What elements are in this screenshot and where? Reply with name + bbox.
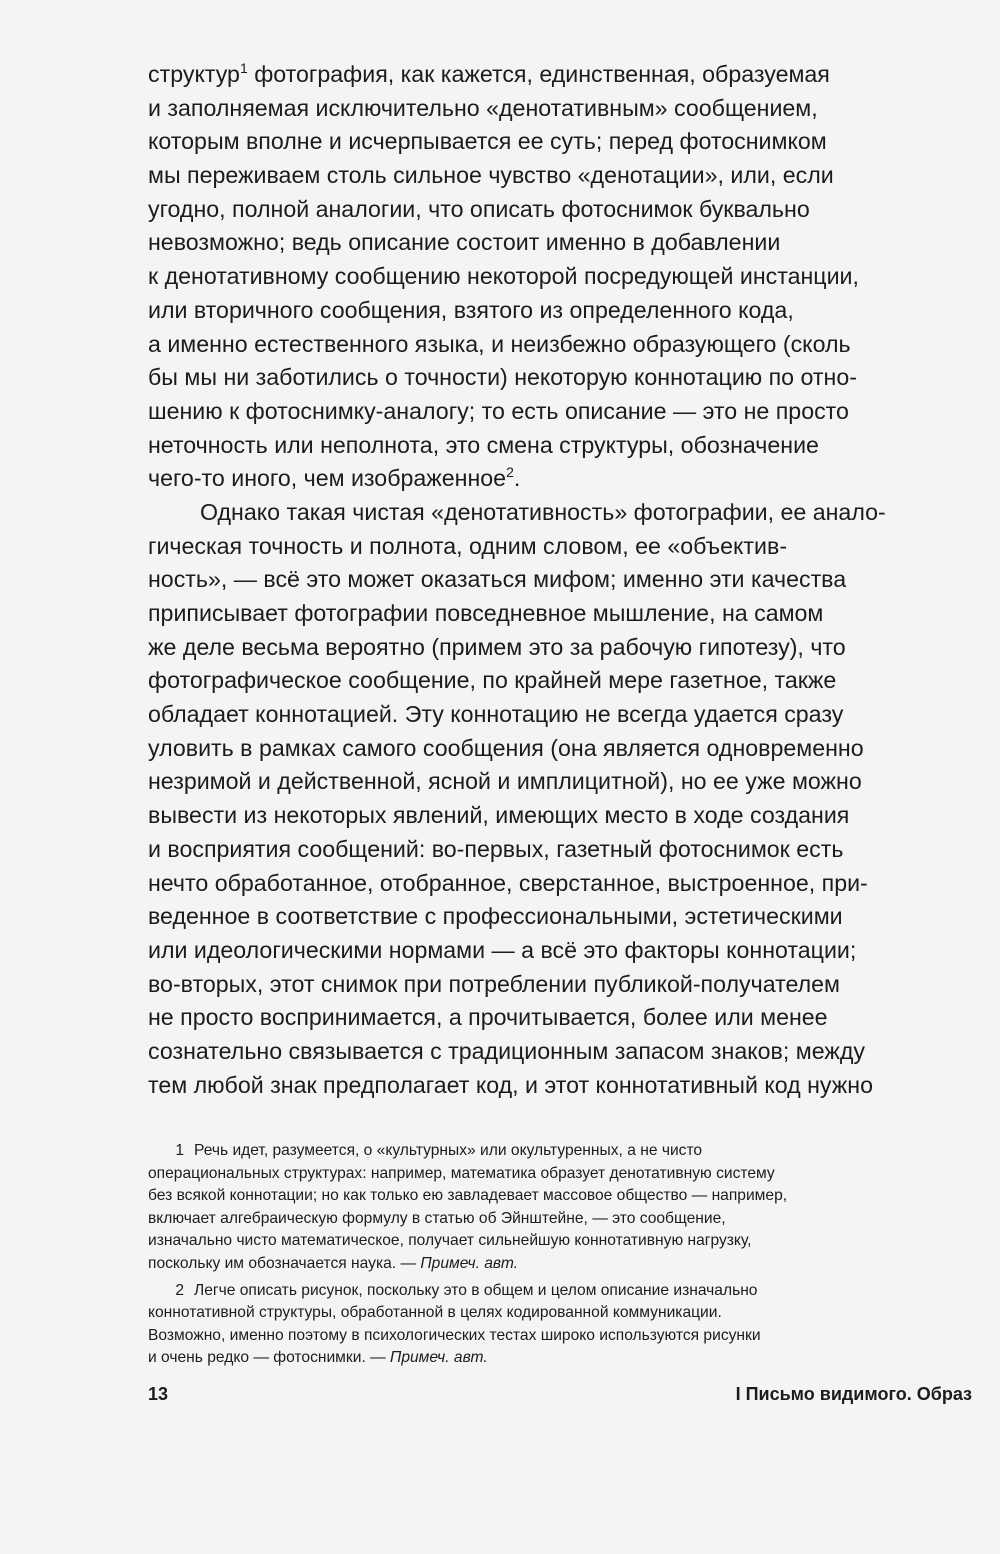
- text-line: же деле весьма вероятно (примем это за рабочую гипотезу), что: [148, 633, 846, 660]
- text-line: шению к фотоснимку-аналогу; то есть описание — это не просто: [148, 397, 849, 424]
- text-line: и заполняемая исключительно «денотативным» сообщением,: [148, 94, 818, 121]
- footnote-line: изначально чисто математическое, получает сильнейшую коннотативную нагрузку,: [148, 1232, 752, 1250]
- text-line: гическая точность и полнота, одним словом, ее «объектив-: [148, 532, 788, 559]
- text-line: уловить в рамках самого сообщения (она является одновременно: [148, 734, 864, 761]
- footnotes: [148, 1140, 973, 1370]
- text-line: чего-то иного, чем изображенное$^2$.: [148, 464, 521, 492]
- running-title: I Письмо видимого. Образ: [735, 1384, 972, 1404]
- text-line: структур$^1$ фотография, как кажется, единственная, образуемая: [148, 60, 830, 87]
- footnote-2: [148, 1280, 973, 1370]
- text-line: а именно естественного языка, и неизбежно образующего (сколь: [148, 330, 851, 357]
- text-line: приписывает фотографии повседневное мышление, на самом: [148, 600, 824, 626]
- footnote-line: включает алгебраическую формулу в статью об Эйнштейне, — это сообщение,: [148, 1209, 726, 1227]
- text-line: ность», — всё это может оказаться мифом; именно эти качества: [148, 566, 847, 593]
- footnote-line: поскольку им обозначается наука. — Примеч. авт.: [148, 1254, 519, 1272]
- text-line: угодно, полной аналогии, что описать фотоснимок буквально: [148, 195, 810, 222]
- footnote-line: Возможно, именно поэтому в психологических тестах широко используются рисунки: [148, 1326, 761, 1344]
- text-line: бы мы ни заботились о точности) некоторую коннотацию по отно-: [148, 364, 857, 391]
- text-line: незримой и действенной, ясной и имплицитной), но ее уже можно: [148, 768, 862, 795]
- footnote-ref-2[interactable]: 2: [506, 464, 514, 481]
- text-line: сознательно связывается с традиционным запасом знаков; между: [148, 1037, 865, 1064]
- text-line: мы переживаем столь сильное чувство «денотации», или, если: [148, 162, 834, 189]
- text-line: неточность или неполнота, это смена структуры, обозначение: [148, 431, 819, 458]
- footnote-ref-1[interactable]: 1: [239, 60, 248, 76]
- footnote-number: 2: [175, 1281, 184, 1299]
- text-line: и восприятия сообщений: во-первых, газетный фотоснимок есть: [148, 835, 844, 862]
- footnote-1: [148, 1140, 973, 1276]
- footnote-line: и очень редко — фотоснимки. — Примеч. авт.: [148, 1349, 488, 1367]
- text-line: во-вторых, этот снимок при потреблении публикой-получателем: [148, 970, 840, 997]
- footnote-line: коннотативной структуры, обработанной в целях кодированной коммуникации.: [148, 1304, 722, 1322]
- text-line: веденное в соответствие с профессиональными, эстетическими: [148, 903, 843, 930]
- footnote-line: без всякой коннотации; но как только ею завладевает массовое общество — например,: [148, 1187, 788, 1205]
- text-line: невозможно; ведь описание состоит именно в добавлении: [148, 229, 781, 256]
- text-line: не просто воспринимается, а прочитывается, более или менее: [148, 1004, 828, 1031]
- footnote-line: операциональных структурах: например, математика образует денотативную систему: [148, 1164, 775, 1182]
- author-note: Примеч. авт.: [390, 1349, 488, 1367]
- footnote-line: 1 Речь идет, разумеется, о «культурных» или окультуренных, а не чисто: [148, 1140, 973, 1163]
- text-line: к денотативному сообщению некоторой посредующей инстанции,: [148, 263, 859, 290]
- text-line: вывести из некоторых явлений, имеющих место в ходе создания: [148, 802, 850, 829]
- text-line: тем любой знак предполагает код, и этот коннотативный код нужно: [148, 1071, 873, 1098]
- footnote-line: 2 Легче описать рисунок, поскольку это в общем и целом описание изначально: [148, 1280, 973, 1303]
- text-line: или идеологическими нормами — а всё это факторы коннотации;: [148, 936, 857, 963]
- text-line: обладает коннотацией. Эту коннотацию не всегда удается сразу: [148, 701, 844, 728]
- text-line: фотографическое сообщение, по крайней мере газетное, также: [148, 667, 837, 694]
- text-line: или вторичного сообщения, взятого из определенного кода,: [148, 296, 794, 323]
- text-line: нечто обработанное, отобранное, сверстанное, выстроенное, при-: [148, 869, 868, 896]
- text-line: которым вполне и исчерпывается ее суть; перед фотоснимком: [148, 128, 827, 155]
- author-note: Примеч. авт.: [420, 1254, 519, 1272]
- paragraph-start-line: Однако такая чистая «денотативность» фотографии, ее анало-: [200, 498, 886, 525]
- main-text: [148, 58, 973, 1102]
- page-number: 13: [148, 1384, 169, 1404]
- footnote-number: 1: [175, 1142, 184, 1159]
